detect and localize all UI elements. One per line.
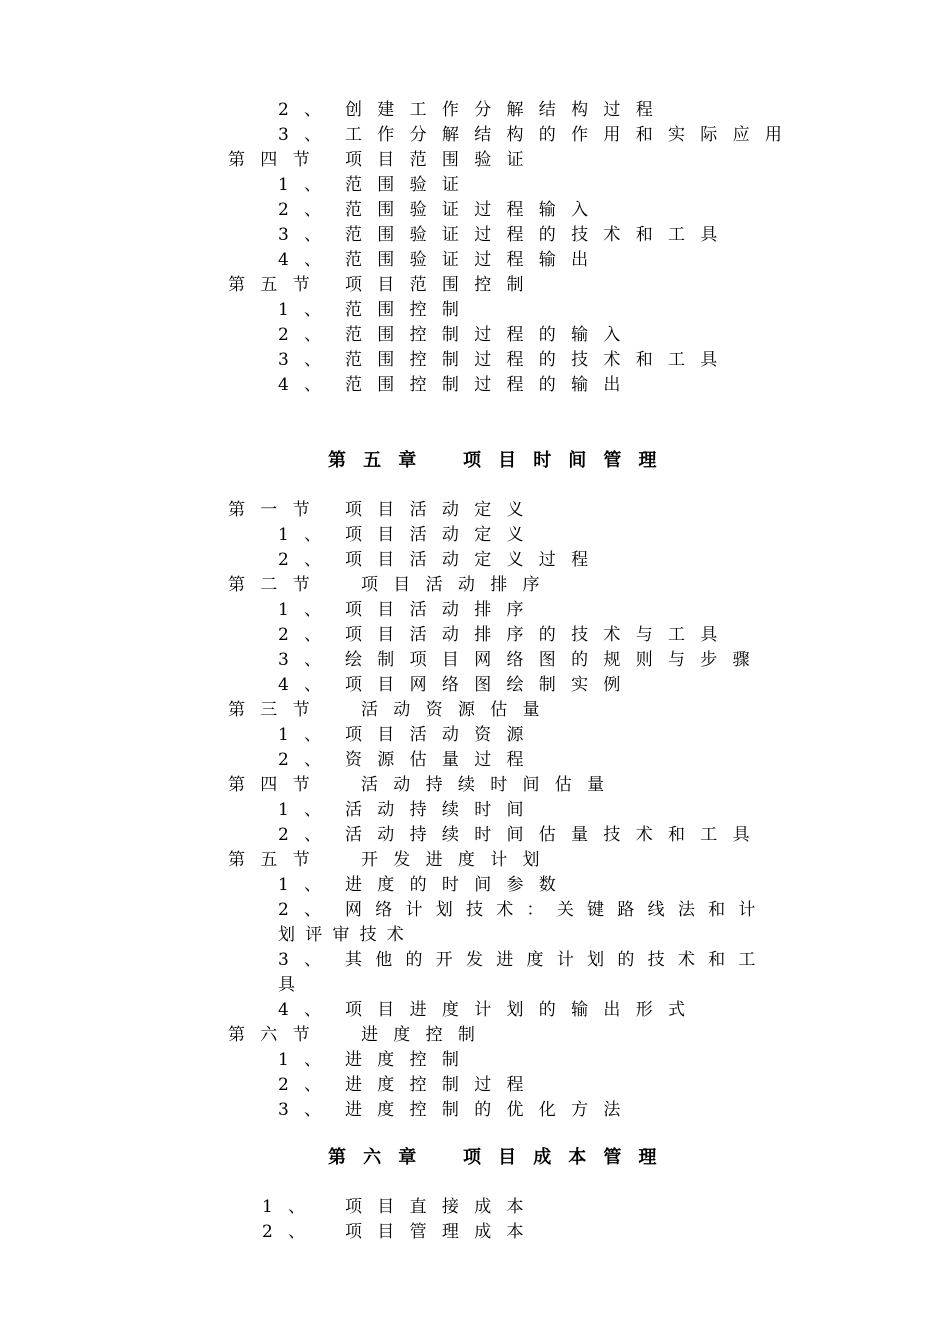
item-text: 项目活动定义过程 <box>345 550 604 570</box>
item-text: 绘制项目网络图的规则与步骤 <box>345 650 765 670</box>
item-number: 2、 <box>278 550 337 570</box>
item-number: 1、 <box>278 875 337 895</box>
item-number: 3、 <box>278 350 337 370</box>
item-text: 范围验证过程输入 <box>345 200 604 220</box>
section-title: 活动持续时间估量 <box>361 775 620 795</box>
item-text: 其他的开发进度计划的技术和工 <box>345 950 769 970</box>
item-text: 网络计划技术：关键路线法和计 <box>345 900 769 920</box>
item-number: 2、 <box>278 750 337 770</box>
section-label: 第二节 <box>228 575 325 595</box>
item-number: 2、 <box>278 900 337 920</box>
item-text: 范围控制过程的输入 <box>345 325 636 345</box>
item-number: 2、 <box>278 825 337 845</box>
item-text: 项目活动定义 <box>345 525 539 545</box>
item-number: 4、 <box>278 675 337 695</box>
chapter-title: 项目成本管理 <box>463 1147 674 1168</box>
section-title: 进度控制 <box>361 1025 491 1045</box>
item-number: 1、 <box>278 600 337 620</box>
item-text: 进度控制 <box>345 1050 475 1070</box>
section-label: 第四节 <box>228 775 325 795</box>
item-text: 项目管理成本 <box>345 1222 539 1242</box>
section-title: 项目范围验证 <box>345 150 539 170</box>
item-number: 1、 <box>278 525 337 545</box>
item-text: 活动持续时间估量技术和工具 <box>345 825 765 845</box>
section-label: 第一节 <box>228 500 325 520</box>
item-text: 范围验证 <box>345 175 475 195</box>
item-text: 项目进度计划的输出形式 <box>345 1000 701 1020</box>
item-text: 项目活动排序的技术与工具 <box>345 625 733 645</box>
item-text: 项目活动排序 <box>345 600 539 620</box>
item-text: 活动持续时间 <box>345 800 539 820</box>
section-title: 项目活动排序 <box>361 575 555 595</box>
item-text: 进度控制的优化方法 <box>345 1100 636 1120</box>
item-number: 1、 <box>278 175 337 195</box>
item-text-continuation: 划评审技术 <box>278 925 414 945</box>
item-text: 进度控制过程 <box>345 1075 539 1095</box>
item-text: 项目活动资源 <box>345 725 539 745</box>
item-text: 资源估量过程 <box>345 750 539 770</box>
item-text: 项目直接成本 <box>345 1197 539 1217</box>
item-number: 4、 <box>278 250 337 270</box>
section-title: 项目活动定义 <box>345 500 539 520</box>
item-text: 范围控制 <box>345 300 475 320</box>
item-text-continuation: 具 <box>278 975 311 995</box>
section-title: 活动资源估量 <box>361 700 555 720</box>
item-number: 2、 <box>278 325 337 345</box>
section-label: 第五节 <box>228 275 325 295</box>
item-text: 范围控制过程的输出 <box>345 375 636 395</box>
item-number: 1、 <box>278 800 337 820</box>
item-number: 4、 <box>278 1000 337 1020</box>
item-number: 2、 <box>278 1075 337 1095</box>
item-number: 3、 <box>278 125 337 145</box>
item-number: 3、 <box>278 225 337 245</box>
item-number: 3、 <box>278 650 337 670</box>
item-number: 2、 <box>278 200 337 220</box>
item-number: 1、 <box>278 1050 337 1070</box>
item-number: 2、 <box>278 100 337 120</box>
item-number: 1、 <box>278 725 337 745</box>
item-number: 3、 <box>278 950 337 970</box>
chapter-title: 项目时间管理 <box>463 450 674 471</box>
item-text: 创建工作分解结构过程 <box>345 100 668 120</box>
section-label: 第五节 <box>228 850 325 870</box>
section-title: 开发进度计划 <box>361 850 555 870</box>
item-number: 2、 <box>262 1222 321 1242</box>
item-text: 范围验证过程输出 <box>345 250 604 270</box>
section-label: 第三节 <box>228 700 325 720</box>
item-number: 1、 <box>278 300 337 320</box>
chapter-label: 第五章 <box>328 450 434 471</box>
item-text: 进度的时间参数 <box>345 875 572 895</box>
item-text: 范围控制过程的技术和工具 <box>345 350 733 370</box>
item-text: 工作分解结构的作用和实际应用 <box>345 125 798 145</box>
item-number: 3、 <box>278 1100 337 1120</box>
chapter-label: 第六章 <box>328 1147 434 1168</box>
section-title: 项目范围控制 <box>345 275 539 295</box>
item-text: 项目网络图绘制实例 <box>345 675 636 695</box>
section-label: 第四节 <box>228 150 325 170</box>
item-number: 2、 <box>278 625 337 645</box>
item-number: 1、 <box>262 1197 321 1217</box>
item-text: 范围验证过程的技术和工具 <box>345 225 733 245</box>
item-number: 4、 <box>278 375 337 395</box>
section-label: 第六节 <box>228 1025 325 1045</box>
